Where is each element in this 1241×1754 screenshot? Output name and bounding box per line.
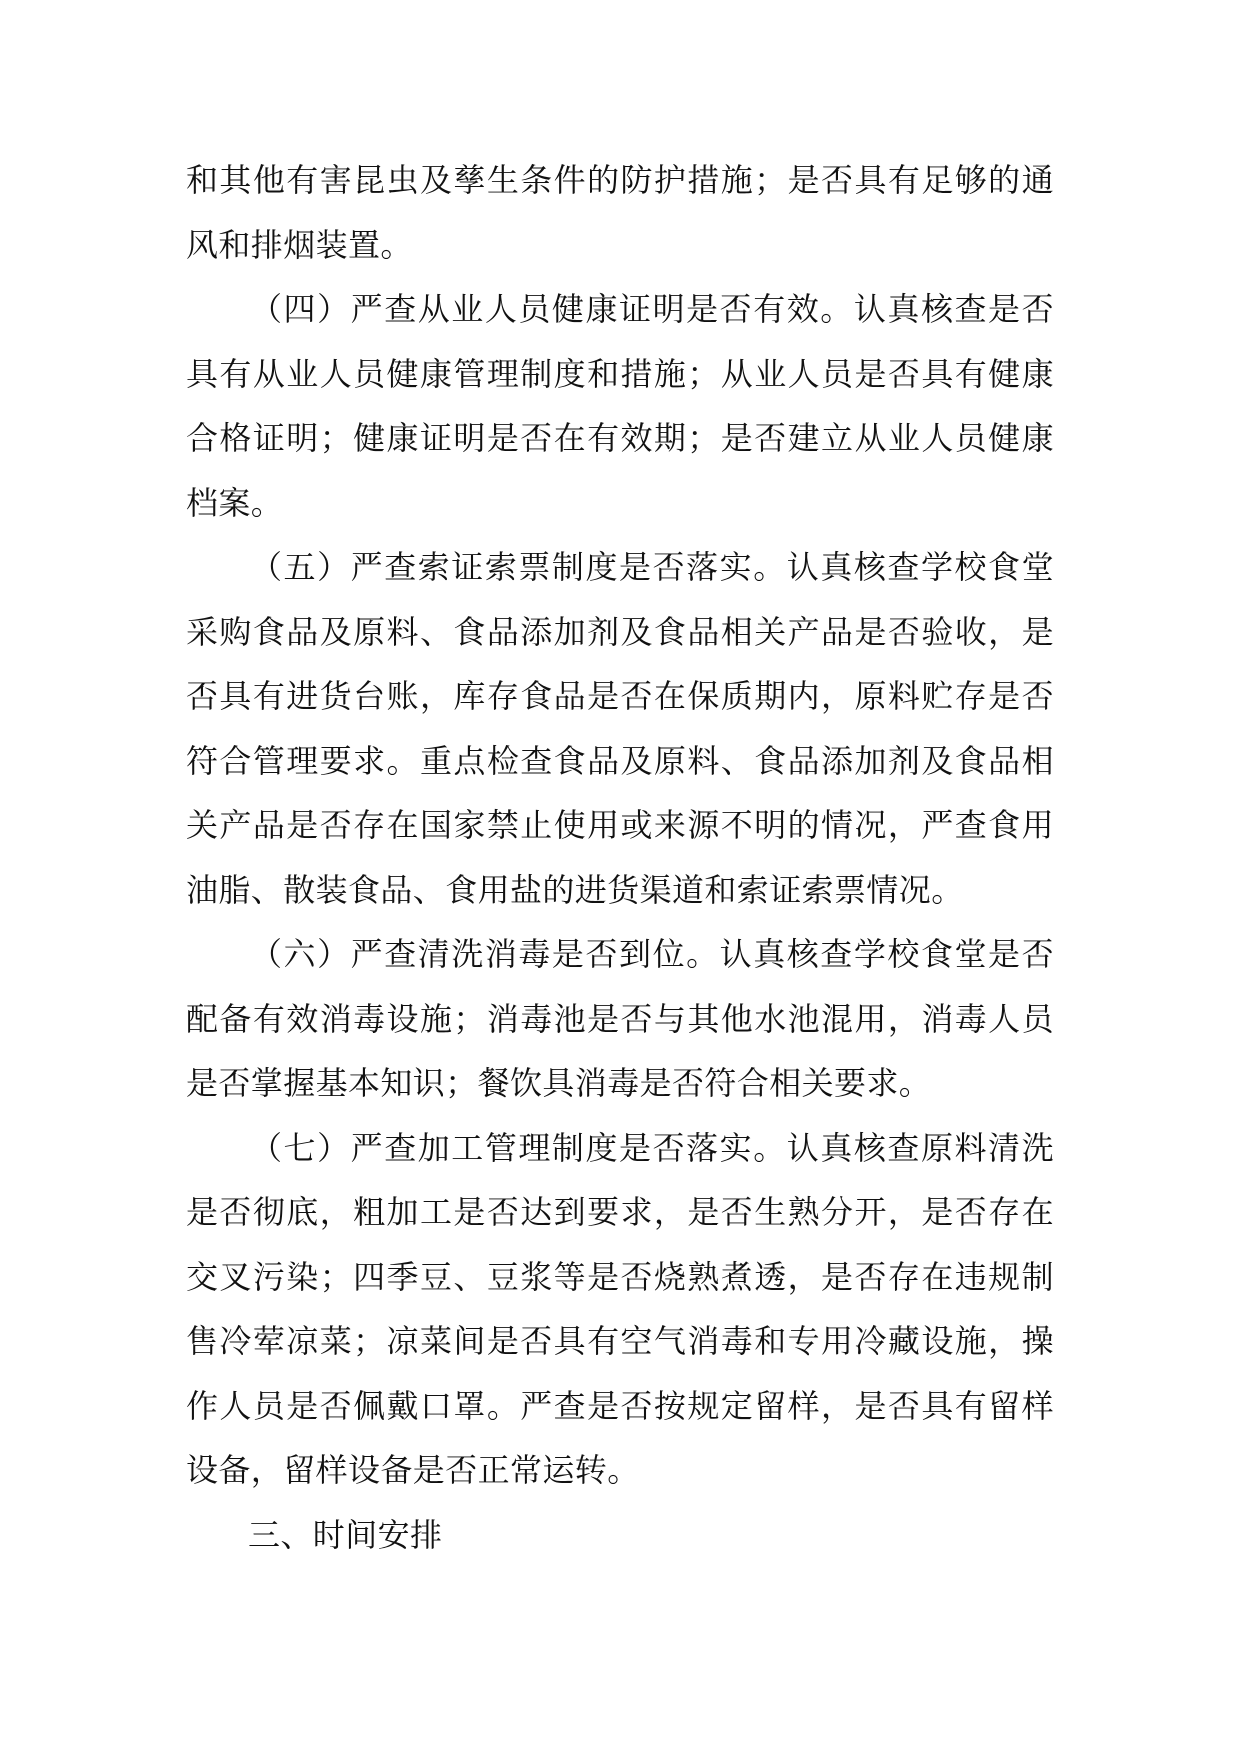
- paragraph-ventilation-continued: 和其他有害昆虫及孳生条件的防护措施；是否具有足够的通风和排烟装置。: [186, 161, 1054, 264]
- paragraph-disinfection: （六）严查清洗消毒是否到位。认真核查学校食堂是否配备有效消毒设施；消毒池是否与其他水池混用，消毒人员是否掌握基本知识；餐饮具消毒是否符合相关要求。: [186, 935, 1054, 1102]
- document-body: [186, 148, 1054, 1567]
- paragraph-health-certificate: （四）严查从业人员健康证明是否有效。认真核查是否具有从业人员健康管理制度和措施；从业人员是否具有健康合格证明；健康证明是否在有效期；是否建立从业人员健康档案。: [186, 290, 1054, 522]
- paragraph-processing-management: （七）严查加工管理制度是否落实。认真核查原料清洗是否彻底，粗加工是否达到要求，是否生熟分开，是否存在交叉污染；四季豆、豆浆等是否烧熟煮透，是否存在违规制售冷荤凉菜；凉菜间是否具有空气消毒和专用冷藏设施，操作人员是否佩戴口罩。严查是否按规定留样，是否具有留样设备，留样设备是否正常运转。: [186, 1128, 1054, 1489]
- section-heading-schedule: 三、时间安排: [248, 1515, 443, 1554]
- paragraph-procurement-records: （五）严查索证索票制度是否落实。认真核查学校食堂采购食品及原料、食品添加剂及食品相关产品是否验收，是否具有进货台账，库存食品是否在保质期内，原料贮存是否符合管理要求。重点检查食品及原料、食品添加剂及食品相关产品是否存在国家禁止使用或来源不明的情况，严查食用油脂、散装食品、食用盐的进货渠道和索证索票情况。: [186, 548, 1054, 909]
